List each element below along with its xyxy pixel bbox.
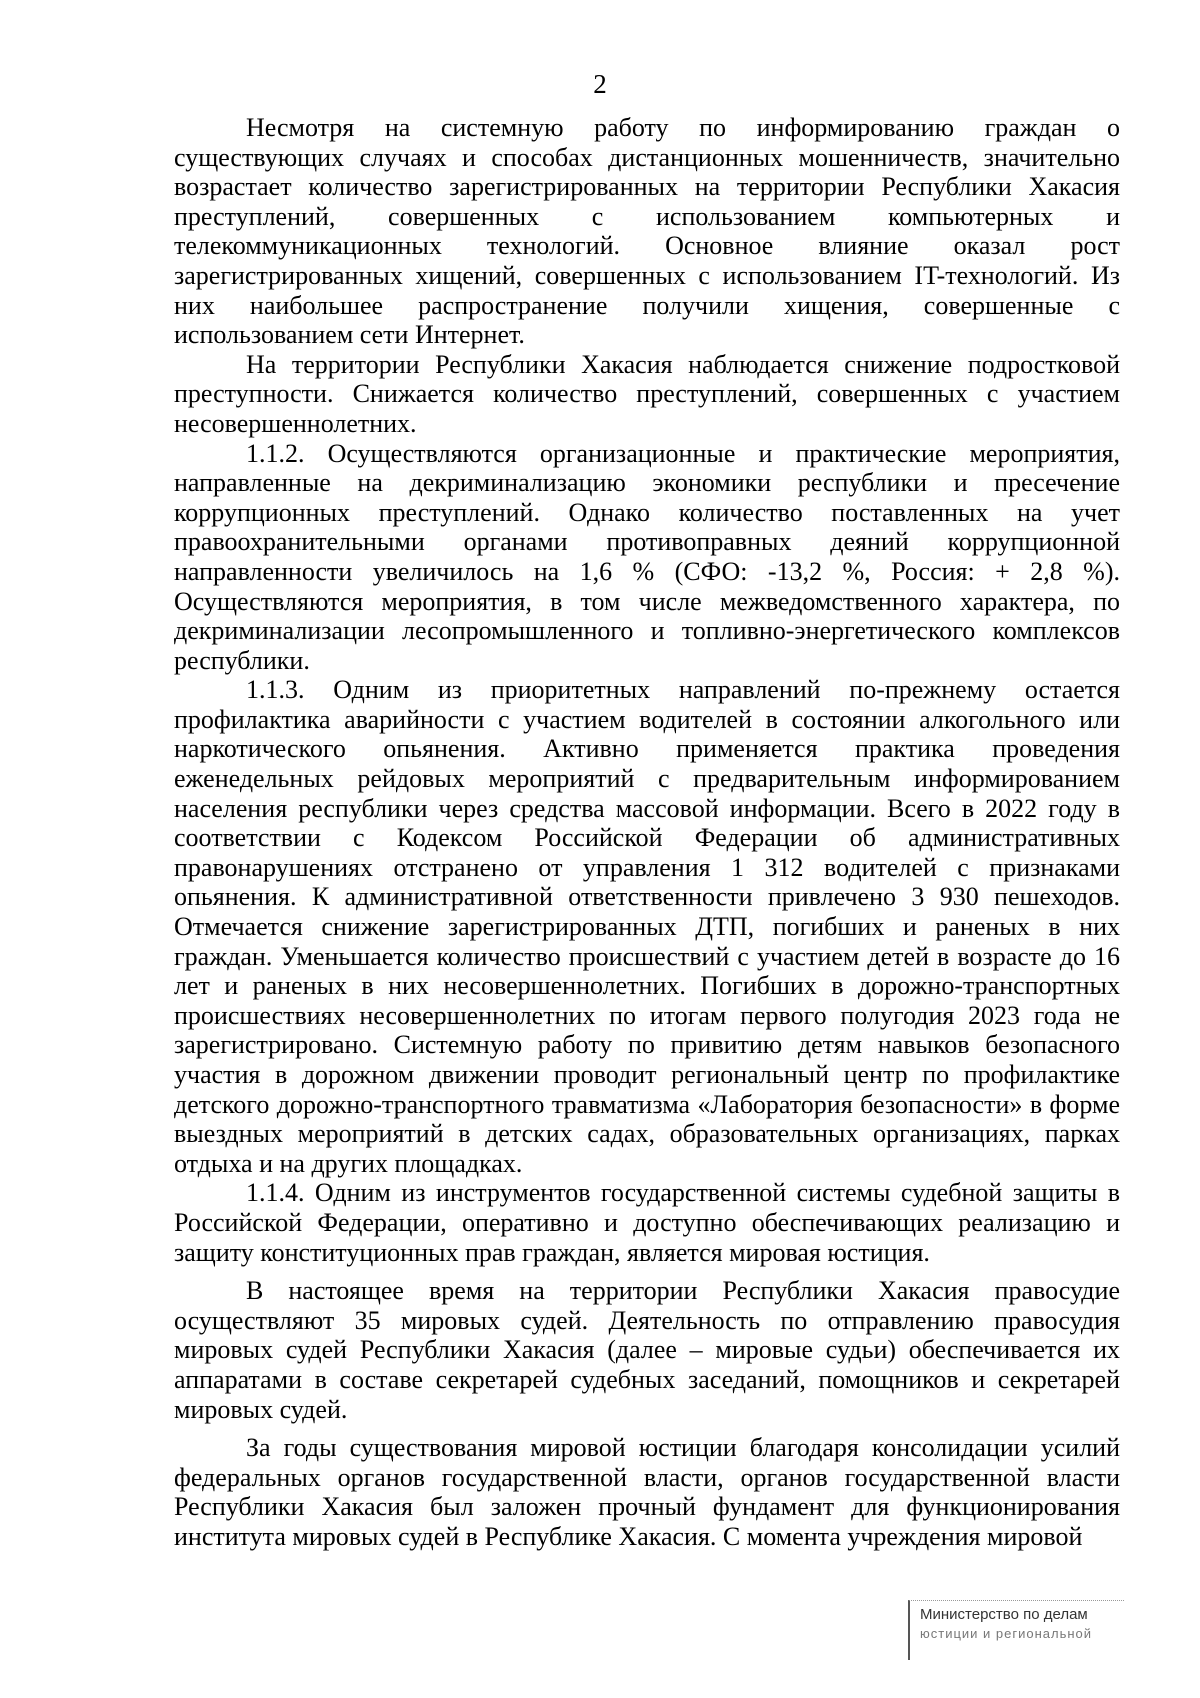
page-number: 2: [593, 69, 607, 99]
document-body: [174, 113, 1120, 1552]
paragraph-juvenile-crime: На территории Республики Хакасия наблюдается снижение подростковой преступности. Снижается количество преступлений, совершенных с участием несовершеннолетних.: [174, 349, 1120, 438]
stamp-line-1: Министерство по делам: [920, 1606, 1088, 1623]
paragraph-justice-intro: 1.1.4. Одним из инструментов государственной системы судебной защиты в Российской Федерации, оперативно и доступно обеспечивающих реализацию и защиту конституционных прав граждан, является мировая юстиция.: [174, 1178, 1120, 1267]
paragraph-corruption: 1.1.2. Осуществляются организационные и практические мероприятия, направленные на декриминализацию экономики республики и пресечение коррупционных преступлений. Однако количество поставленных на учет правоохранительными органами противоправных деяний коррупционной направленности увеличилось на 1,6 % (СФО: -13,2 %, Россия: + 2,8 %). Осуществляются мероприятия, в том числе межведомственного характера, по декриминализации лесопромышленного и топливно-энергетического комплексов республики.: [174, 438, 1120, 675]
paragraph-magistrates: В настоящее время на территории Республики Хакасия правосудие осуществляют 35 мировых судей. Деятельность по отправлению правосудия мировых судей Республики Хакасия (далее – мировые судьи) обеспечивается их аппаратами в составе секретарей судебных заседаний, помощников и секретарей мировых судей.: [174, 1276, 1120, 1424]
paragraph-fraud: Несмотря на системную работу по информированию граждан о существующих случаях и способах дистанционных мошенничеств, значительно возрастает количество зарегистрированных на территории Республики Хакасия преступлений, совершенных с использованием компьютерных и телекоммуникационных технологий. Основное влияние оказал рост зарегистрированных хищений, совершенных с использованием IT-технологий. Из них наибольшее распространение получили хищения, совершенные с использованием сети Интернет.: [174, 113, 1120, 350]
paragraph-road-safety: 1.1.3. Одним из приоритетных направлений по-прежнему остается профилактика аварийности с участием водителей в состоянии алкогольного или наркотического опьянения. Активно применяется практика проведения еженедельных рейдовых мероприятий с предварительным информированием населения республики через средства массовой информации. Всего в 2022 году в соответствии с Кодексом Российской Федерации об административных правонарушениях отстранено от управления 1 312 водителей с признаками опьянения. К административной ответственности привлечено 3 930 пешеходов. Отмечается снижение зарегистрированных ДТП, погибших и раненых в них граждан. Уменьшается количество происшествий с участием детей в возрасте до 16 лет и раненых в них несовершеннолетних. Погибших в дорожно-транспортных происшествиях несовершеннолетних по итогам первого полугодия 2023 года не зарегистрировано. Системную работу по привитию детям навыков безопасного участия в дорожном движении проводит региональный центр по профилактике детского дорожно-транспортного травматизма «Лаборатория безопасности» в форме выездных мероприятий в детских садах, образовательных организациях, парках отдыха и на других площадках.: [174, 675, 1120, 1178]
stamp-line-2: юстиции и региональной: [920, 1626, 1093, 1641]
ministry-stamp: [908, 1600, 1124, 1660]
paragraph-history: За годы существования мировой юстиции благодаря консолидации усилий федеральных органов государственной власти, органов государственной власти Республики Хакасия был заложен прочный фундамент для функционирования института мировых судей в Республике Хакасия. С момента учреждения мировой: [174, 1433, 1120, 1551]
